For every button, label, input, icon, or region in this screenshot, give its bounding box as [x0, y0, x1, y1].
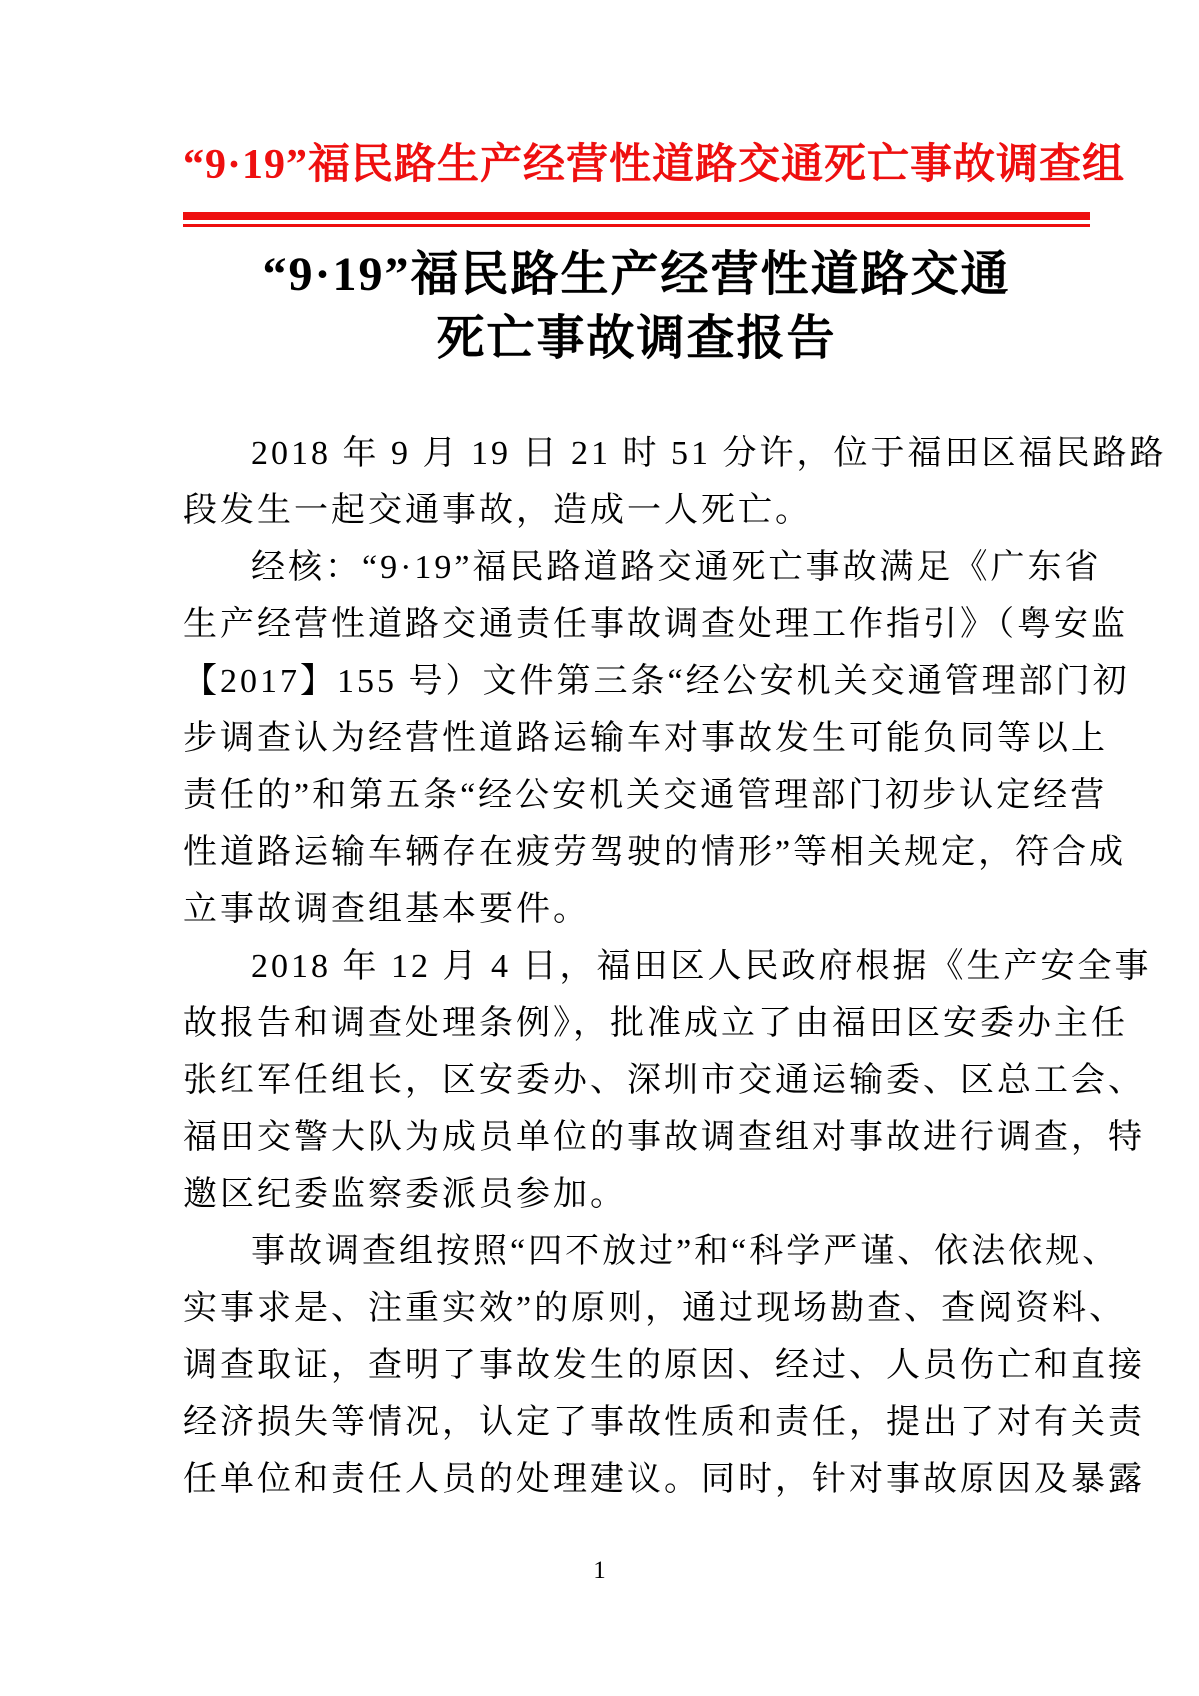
- body-line: 步调查认为经营性道路运输车对事故发生可能负同等以上: [183, 720, 1108, 757]
- body-line: 性道路运输车辆存在疲劳驾驶的情形”等相关规定，符合成: [183, 834, 1127, 871]
- document-body: [183, 425, 1167, 1508]
- body-line: 故报告和调查处理条例》，批准成立了由福田区安委办主任: [183, 1005, 1128, 1042]
- document-letterhead: [183, 0, 1126, 227]
- body-line: 调查取证，查明了事故发生的原因、经过、人员伤亡和直接: [183, 1347, 1145, 1384]
- body-paragraph: [183, 539, 1130, 938]
- page-content-column: [183, 0, 1167, 1508]
- body-line: 立事故调查组基本要件。: [183, 891, 590, 928]
- body-line: 事故调查组按照“四不放过”和“科学严谨、依法依规、: [251, 1233, 1120, 1270]
- document-title: [183, 243, 1090, 371]
- page-number: 1: [593, 1557, 606, 1584]
- body-line: 责任的”和第五条“经公安机关交通管理部门初步认定经营: [183, 777, 1108, 814]
- body-line: 2018 年 12 月 4 日，福田区人民政府根据《生产安全事: [251, 948, 1152, 985]
- page-footer: [0, 1556, 1199, 1586]
- body-line: 经核：“9·19”福民路道路交通死亡事故满足《广东省: [251, 549, 1102, 586]
- body-line: 实事求是、注重实效”的原则，通过现场勘查、查阅资料、: [183, 1290, 1127, 1327]
- body-line: 经济损失等情况，认定了事故性质和责任，提出了对有关责: [183, 1404, 1145, 1441]
- body-line: 生产经营性道路交通责任事故调查处理工作指引》（粤安监: [183, 606, 1128, 643]
- body-line: 任单位和责任人员的处理建议。同时，针对事故原因及暴露: [183, 1461, 1145, 1498]
- body-line: 张红军任组长，区安委办、深圳市交通运输委、区总工会、: [183, 1062, 1145, 1099]
- body-line: 邀区纪委监察委派员参加。: [183, 1176, 627, 1213]
- body-line: 福田交警大队为成员单位的事故调查组对事故进行调查，特: [183, 1119, 1145, 1156]
- body-paragraph: [183, 938, 1152, 1223]
- body-paragraph: [183, 425, 1167, 539]
- letterhead-double-rule: [183, 212, 1090, 227]
- document-title-line-2: 死亡事故调查报告: [436, 312, 837, 365]
- body-paragraph: [183, 1223, 1145, 1508]
- body-line: 段发生一起交通事故，造成一人死亡。: [183, 492, 812, 529]
- investigation-committee-name: “9·19”福民路生产经营性道路交通死亡事故调查组: [183, 142, 1126, 188]
- document-title-line-1: “9·19”福民路生产经营性道路交通: [262, 248, 1011, 301]
- body-line: 【2017】155 号）文件第三条“经公安机关交通管理部门初: [183, 663, 1130, 700]
- body-line: 2018 年 9 月 19 日 21 时 51 分许，位于福田区福民路路: [251, 435, 1167, 472]
